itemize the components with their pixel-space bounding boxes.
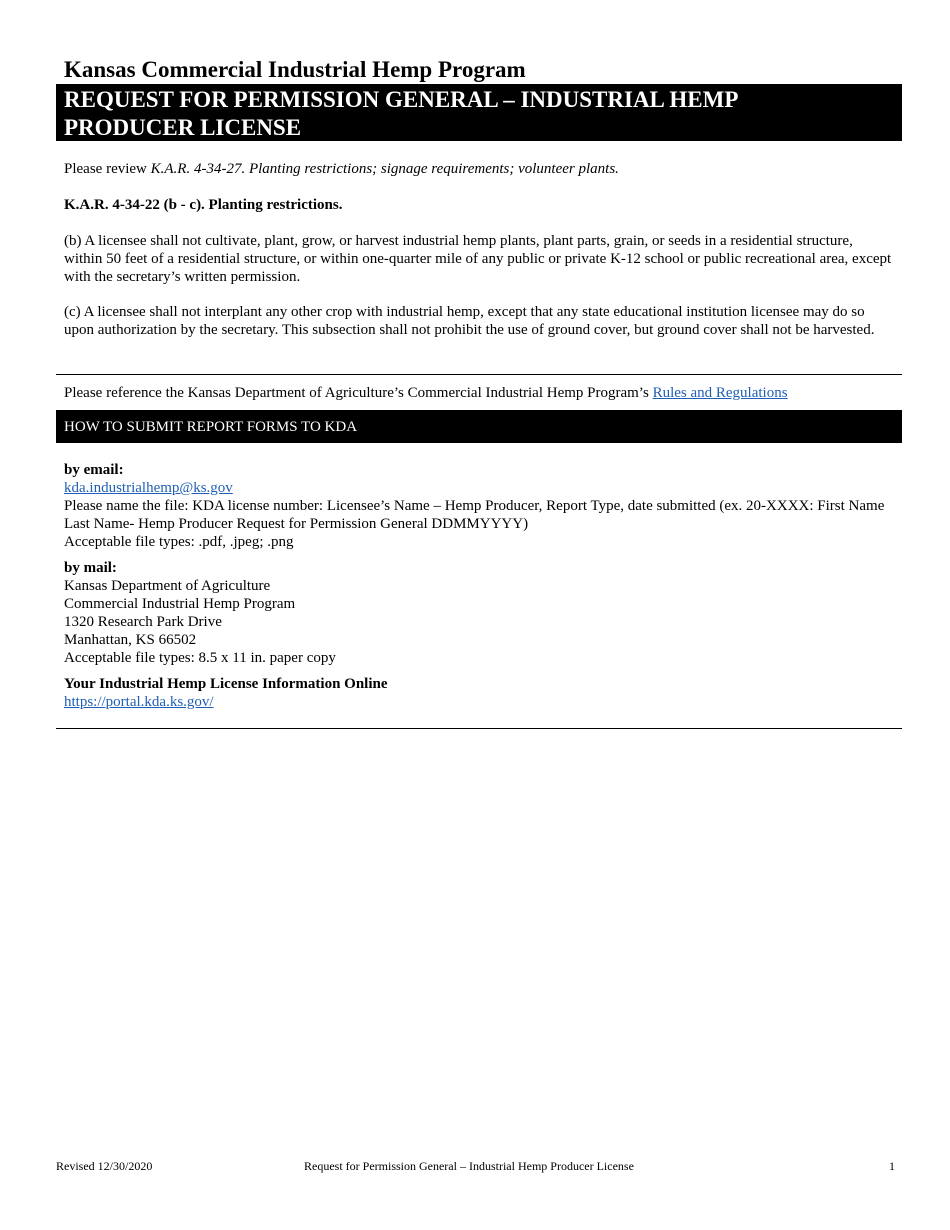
email-submission-block	[64, 461, 894, 551]
divider	[56, 728, 902, 729]
review-prefix: Please review	[64, 161, 151, 177]
mail-address-line: Commercial Industrial Hemp Program	[64, 596, 296, 612]
form-title-banner	[56, 84, 902, 141]
mail-address-line: 1320 Research Park Drive	[64, 614, 222, 630]
form-title-line-2: PRODUCER LICENSE	[64, 115, 302, 140]
review-instruction	[64, 160, 894, 178]
footer-revised-date: Revised 12/30/2020	[56, 1159, 153, 1173]
online-label: Your Industrial Hemp License Information Online	[64, 676, 388, 692]
email-address-link[interactable]: kda.industrialhemp@ks.gov	[64, 480, 233, 496]
footer-page-number: 1	[889, 1159, 895, 1173]
form-title-line-1: REQUEST FOR PERMISSION GENERAL – INDUSTRIAL HEMP	[64, 87, 739, 112]
mail-address-line: Kansas Department of Agriculture	[64, 578, 271, 594]
subsection-b: (b) A licensee shall not cultivate, plant, grow, or harvest industrial hemp plants, plant parts, grain, or seeds in a residential structure, within 50 feet of a residential structure, or within one-quarter mile of any public or private K-12 school or public recreational area, except with the secretary’s written permission.	[64, 233, 892, 285]
mail-submission-block	[64, 559, 894, 667]
reference-sentence	[64, 384, 894, 402]
email-label: by email:	[64, 462, 124, 478]
footer-form-name: Request for Permission General – Industrial Hemp Producer License	[304, 1159, 634, 1173]
subsection-c: (c) A licensee shall not interplant any other crop with industrial hemp, except that any state educational institution licensee may do so upon authorization by the secretary. This subsection shall not prohibit the use of ground cover, but ground cover shall not be harvested.	[64, 304, 875, 338]
review-citation: K.A.R. 4-34-27. Planting restrictions; signage requirements; volunteer plants.	[150, 161, 619, 177]
rules-and-regulations-link[interactable]: Rules and Regulations	[652, 385, 788, 401]
regulation-heading: K.A.R. 4-34-22 (b - c). Planting restrictions.	[64, 197, 343, 213]
mail-address-line: Manhattan, KS 66502	[64, 632, 197, 648]
reference-text: Please reference the Kansas Department of Agriculture’s Commercial Industrial Hemp Program’s	[64, 385, 653, 401]
file-naming-instructions: Please name the file: KDA license number: Licensee’s Name – Hemp Producer, Report Type, date submitted (ex. 20-XXXX: First Name Last Name- Hemp Producer Request for Permission General DDMMYYYY)	[64, 498, 885, 532]
mail-label: by mail:	[64, 560, 117, 576]
online-info-block	[64, 675, 894, 711]
program-title: Kansas Commercial Industrial Hemp Program	[64, 57, 526, 82]
portal-link[interactable]: https://portal.kda.ks.gov/	[64, 694, 214, 710]
submit-section-banner: HOW TO SUBMIT REPORT FORMS TO KDA	[56, 410, 902, 443]
email-file-types: Acceptable file types: .pdf, .jpeg; .png	[64, 534, 294, 550]
divider	[56, 374, 902, 375]
mail-file-types: Acceptable file types: 8.5 x 11 in. paper copy	[64, 650, 336, 666]
